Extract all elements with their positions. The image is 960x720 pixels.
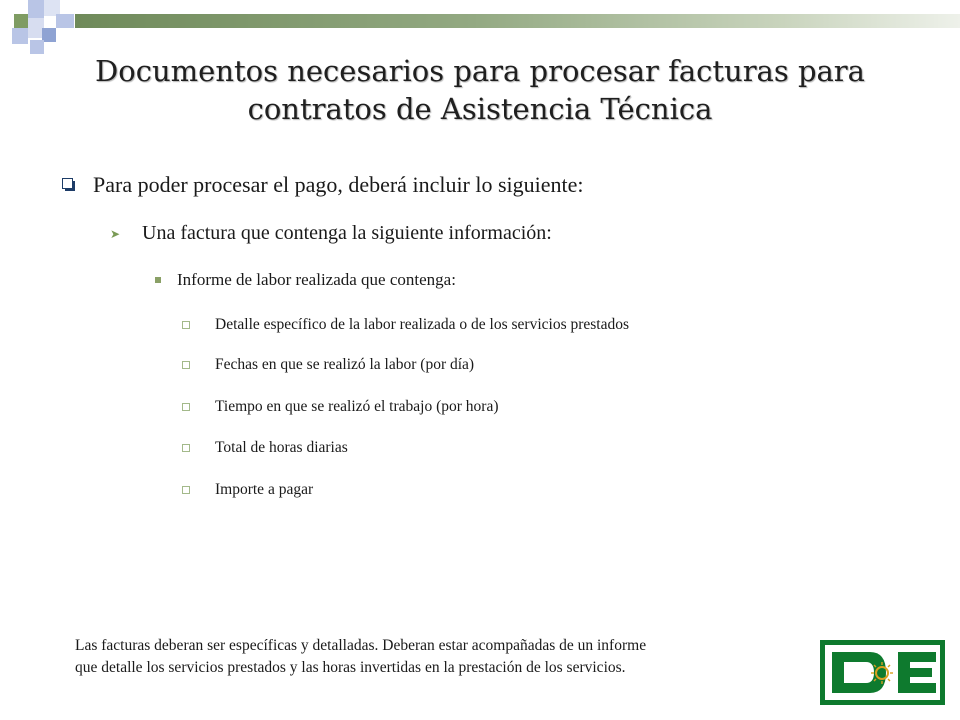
arrow-bullet-icon: ➤ [110,226,121,241]
bullet-level-3-text: Informe de labor realizada que contenga: [177,270,456,289]
list-item-text: Fechas en que se realizó la labor (por día) [215,356,475,373]
list-item [182,398,499,416]
title-line-1: Documentos necesarios para procesar facturas para [95,54,865,88]
hollow-square-bullet-icon [182,444,190,452]
header-gradient-bar [75,14,960,28]
footnote-line-1: Las facturas deberan ser específicas y detalladas. Deberan estar acompañadas de un informe [75,637,647,654]
decor-square [56,14,74,28]
bullet-level-1-text: Para poder procesar el pago, deberá incluir lo siguiente: [93,172,584,197]
decor-square [42,28,56,42]
footnote [75,635,835,679]
decor-square [12,28,28,44]
bullet-level-2 [110,222,552,245]
organization-logo [820,640,945,705]
list-item [182,439,348,457]
bullet-level-2-text: Una factura que contenga la siguiente información: [142,222,552,244]
list-item-text: Total de horas diarias [215,439,348,456]
decor-square [28,0,44,18]
decor-square [14,14,28,28]
list-item [182,316,629,334]
bullet-level-1 [62,172,584,198]
list-item-text: Detalle específico de la labor realizada o de los servicios prestados [215,316,630,333]
hollow-square-bullet-icon [182,486,190,494]
list-item [182,356,474,374]
list-item-text: Tiempo en que se realizó el trabajo (por hora) [215,398,499,415]
title-line-2: contratos de Asistencia Técnica [247,92,713,126]
bullet-level-3 [155,270,456,290]
list-item [182,481,313,499]
list-item-text: Importe a pagar [215,481,314,498]
decor-square [30,40,44,54]
square-bullet-icon [62,178,76,192]
filled-square-bullet-icon [155,277,161,283]
hollow-square-bullet-icon [182,321,190,329]
hollow-square-bullet-icon [182,361,190,369]
hollow-square-bullet-icon [182,403,190,411]
footnote-line-2: que detalle los servicios prestados y las horas invertidas en la prestación de los servicios. [75,659,626,676]
slide-title [60,52,900,128]
